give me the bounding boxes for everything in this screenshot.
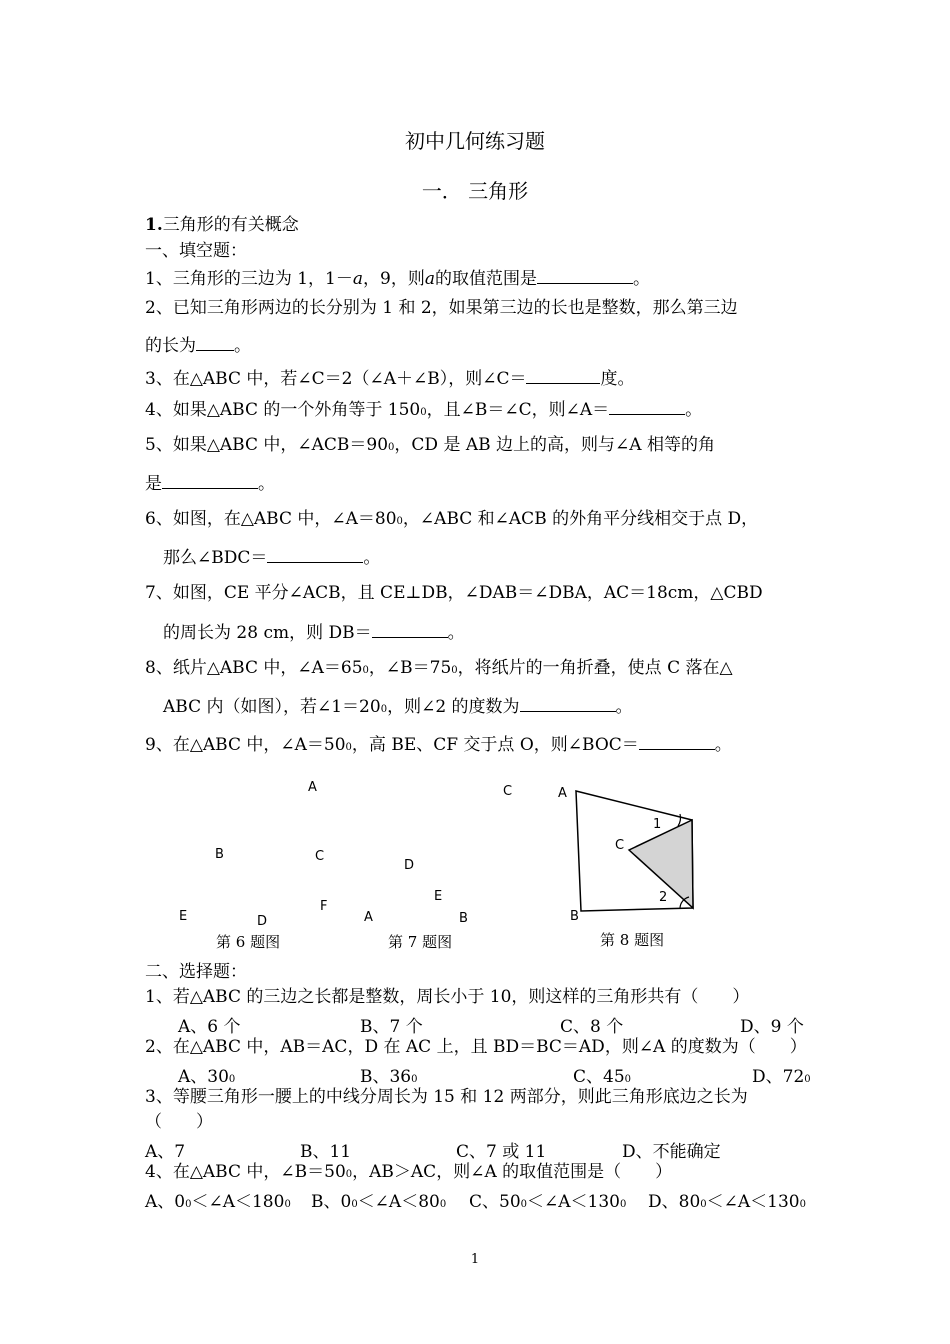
option-text: A、30	[178, 1067, 229, 1087]
answer-blank[interactable]	[267, 546, 363, 563]
choice-q3-paren: （ ）	[145, 1112, 213, 1132]
fill-q6-line1	[145, 509, 758, 532]
option-text: A、0	[145, 1192, 186, 1212]
fill-q1	[145, 267, 650, 289]
choice-q1-option-a[interactable]: A、6 个	[178, 1017, 241, 1037]
q8-text-d: ABC 内（如图），若∠1＝20	[163, 697, 381, 717]
q5-end: 。	[258, 474, 275, 494]
fig7-label-e: E	[434, 889, 443, 904]
q9-text-a: 9、在△ABC 中，∠A＝50	[145, 735, 346, 755]
degree-mark: 0	[351, 1199, 358, 1210]
degree-mark: 0	[520, 1199, 528, 1210]
degree-mark: 0	[439, 1199, 447, 1210]
option-text: B、36	[360, 1067, 412, 1087]
fill-q7-line1: 7、如图，CE 平分∠ACB，且 CE⊥DB，∠DAB＝∠DBA，AC＝18cm，△CBD	[145, 583, 763, 603]
choice-q1: 1、若△ABC 的三边之长都是整数，周长小于 10，则这样的三角形共有（ ）	[145, 987, 750, 1007]
fig8-angle-arc-1	[678, 814, 680, 826]
fill-q8-line2	[163, 695, 633, 720]
degree-mark: 0	[228, 1074, 236, 1085]
degree-mark: 0	[345, 1169, 353, 1180]
q8-text-e: ，则∠2 的度数为	[387, 697, 520, 717]
fig6-caption: 第 6 题图	[216, 933, 281, 951]
q4-text-a: 4、如果△ABC 的一个外角等于 150	[145, 400, 421, 420]
answer-blank[interactable]	[196, 334, 234, 351]
option-text: ＜∠A＜80	[357, 1192, 440, 1212]
option-text: C、45	[573, 1067, 625, 1087]
q4-text-a: 4、在△ABC 中，∠B＝50	[145, 1162, 346, 1182]
q8-end: 。	[615, 697, 633, 717]
chapter-title: 一． 三角形	[421, 179, 529, 203]
q1-var: a	[352, 269, 363, 289]
degree-mark: 0	[380, 704, 388, 715]
fill-q5-line1	[145, 435, 715, 458]
degree-mark: 0	[451, 665, 458, 676]
fill-q2-line2	[145, 334, 251, 356]
choice-q2-option-d[interactable]	[752, 1062, 811, 1087]
degree-mark: 0	[396, 516, 403, 527]
fill-q9	[145, 733, 732, 758]
option-text: ＜∠A＜130	[706, 1192, 800, 1212]
choice-q4	[145, 1162, 672, 1185]
choice-q4-option-c[interactable]	[469, 1187, 626, 1212]
answer-blank[interactable]	[537, 267, 633, 284]
q5-text-b: ，CD 是 AB 边上的高，则与∠A 相等的角	[394, 435, 715, 455]
page-number: 1	[470, 1252, 480, 1267]
section-heading	[145, 215, 299, 235]
q4-text-b: ，且∠B＝∠C，则∠A＝	[426, 400, 610, 420]
q5-text-c: 是	[145, 474, 162, 494]
degree-mark: 0	[388, 442, 395, 453]
fig6-label-d: D	[257, 914, 268, 929]
q3-text: 3、在△ABC 中，若∠C＝2（∠A＋∠B），则∠C＝	[145, 369, 527, 389]
q6-text-c: 那么∠BDC＝	[163, 548, 268, 568]
q1-end: 。	[632, 269, 650, 289]
q9-text-b: ，高 BE、CF 交于点 O，则∠BOC＝	[351, 735, 639, 755]
degree-mark: 0	[700, 1199, 707, 1210]
choice-q3-option-a[interactable]: A、7	[145, 1142, 186, 1162]
option-text: B、0	[311, 1192, 352, 1212]
choice-q2-option-a[interactable]	[178, 1062, 235, 1087]
choice-q3-option-d[interactable]: D、不能确定	[622, 1142, 721, 1162]
choice-q4-option-d[interactable]	[648, 1187, 806, 1212]
section-text: 三角形的有关概念	[162, 215, 299, 235]
option-text: D、72	[752, 1067, 805, 1087]
answer-blank[interactable]	[609, 398, 685, 415]
choice-q2-option-c[interactable]	[573, 1062, 631, 1087]
document-title: 初中几何练习题	[405, 129, 545, 153]
degree-mark: 0	[362, 665, 369, 676]
option-text: ＜∠A＜180	[191, 1192, 285, 1212]
fig7-caption: 第 7 题图	[388, 933, 453, 951]
choice-q1-option-d[interactable]: D、9 个	[740, 1017, 804, 1037]
fig8-label-2: 2	[659, 890, 668, 905]
fig7-label-f: F	[320, 899, 328, 914]
answer-blank[interactable]	[162, 472, 258, 489]
q8-text-c: ，将纸片的一角折叠，使点 C 落在△	[457, 658, 733, 678]
choice-q4-option-b[interactable]	[311, 1187, 446, 1212]
q9-end: 。	[714, 735, 732, 755]
q4-end: 。	[685, 400, 703, 420]
fill-q4	[145, 398, 702, 423]
choice-heading: 二、选择题：	[145, 962, 247, 982]
fig6-label-c: C	[315, 849, 325, 864]
degree-mark: 0	[619, 1199, 627, 1210]
fig7-label-c: C	[503, 784, 513, 799]
degree-mark: 0	[624, 1074, 632, 1085]
fig7-label-b: B	[459, 911, 468, 926]
degree-mark: 0	[420, 407, 427, 418]
q1-text-c: 的取值范围是	[434, 269, 537, 289]
fig8-label-a: A	[558, 786, 567, 801]
fill-q5-line2	[145, 472, 275, 494]
fig8-label-c: C	[615, 838, 625, 853]
degree-mark: 0	[185, 1199, 192, 1210]
fig6-label-b: B	[215, 847, 224, 862]
q7-end: 。	[447, 623, 465, 643]
degree-mark: 0	[345, 742, 352, 753]
degree-mark: 0	[284, 1199, 291, 1210]
fig6-label-e: E	[179, 909, 188, 924]
choice-q2-option-b[interactable]	[360, 1062, 418, 1087]
fig6-label-a: A	[308, 780, 317, 795]
fill-q3	[145, 367, 634, 389]
choice-q3-option-b[interactable]: B、11	[300, 1142, 352, 1162]
choice-q1-option-c[interactable]: C、8 个	[560, 1017, 624, 1037]
q1-text-b: ，9，则	[363, 269, 425, 289]
q8-text-a: 8、纸片△ABC 中，∠A＝65	[145, 658, 363, 678]
fill-q7-line2	[163, 621, 465, 643]
choice-q4-option-a[interactable]	[145, 1187, 291, 1212]
choice-q1-option-b[interactable]: B、7 个	[360, 1017, 423, 1037]
q6-text-a: 6、如图，在△ABC 中，∠A＝80	[145, 509, 397, 529]
answer-blank[interactable]	[639, 733, 715, 750]
q6-end: 。	[363, 548, 381, 568]
degree-mark: 0	[799, 1199, 806, 1210]
fig8-label-1: 1	[653, 817, 662, 832]
option-text: C、50	[469, 1192, 521, 1212]
answer-blank[interactable]	[372, 621, 448, 638]
fill-heading: 一、填空题：	[145, 241, 247, 261]
answer-blank[interactable]	[526, 367, 600, 384]
fig8-label-b: B	[570, 909, 579, 924]
q5-text-a: 5、如果△ABC 中，∠ACB＝90	[145, 435, 389, 455]
option-text: ＜∠A＜130	[527, 1192, 620, 1212]
choice-q3: 3、等腰三角形一腰上的中线分周长为 15 和 12 两部分，则此三角形底边之长为	[145, 1087, 748, 1107]
option-text: D、80	[648, 1192, 701, 1212]
fill-q6-line2	[163, 546, 380, 568]
q6-text-b: ，∠ABC 和∠ACB 的外角平分线相交于点 D，	[402, 509, 759, 529]
choice-q2: 2、在△ABC 中，AB＝AC，D 在 AC 上，且 BD＝BC＝AD，则∠A 的度数为（ ）	[145, 1037, 807, 1057]
q1-text-a: 1、三角形的三边为 1，1－	[145, 269, 353, 289]
degree-mark: 0	[804, 1074, 811, 1085]
fig7-label-a: A	[364, 910, 373, 925]
q2-end: 。	[234, 336, 251, 356]
q7-text-b: 的周长为 28 cm，则 DB＝	[163, 623, 372, 643]
q3-end: 度。	[600, 369, 635, 389]
fig7-label-d: D	[404, 858, 415, 873]
q8-text-b: ，∠B＝75	[368, 658, 452, 678]
fig8-caption: 第 8 题图	[600, 931, 665, 949]
degree-mark: 0	[411, 1074, 418, 1085]
choice-q3-option-c[interactable]: C、7 或 11	[456, 1142, 547, 1162]
fill-q8-line1	[145, 658, 733, 681]
q4-text-b: ，AB＞AC，则∠A 的取值范围是（ ）	[352, 1162, 673, 1182]
fill-q2-line1: 2、已知三角形两边的长分别为 1 和 2，如果第三边的长也是整数，那么第三边	[145, 298, 738, 318]
answer-blank[interactable]	[520, 695, 616, 712]
fig8-diagram	[550, 780, 710, 930]
q2-text-b: 的长为	[145, 336, 196, 356]
q1-var2: a	[424, 269, 435, 289]
section-number: 1.	[145, 215, 163, 235]
